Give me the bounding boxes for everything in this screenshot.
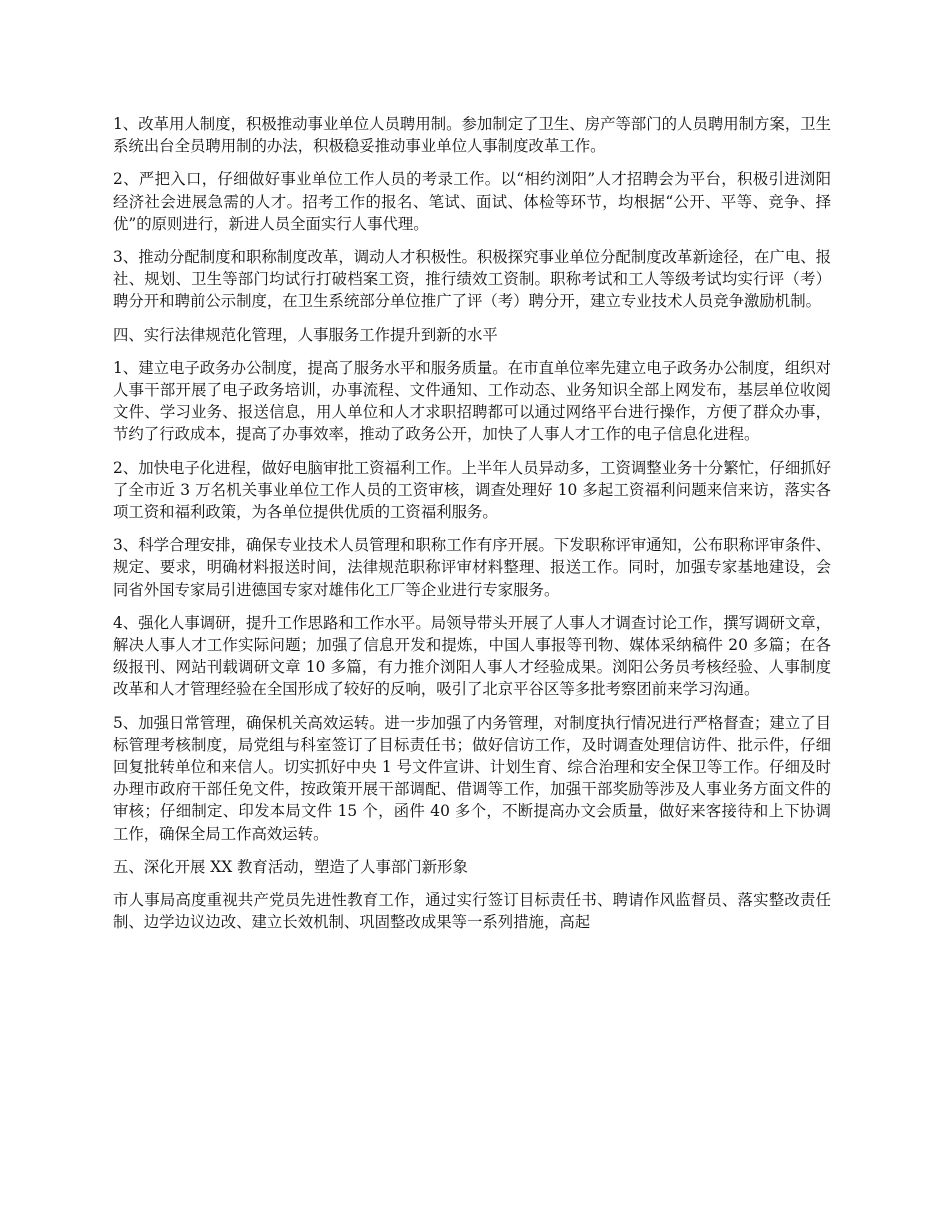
paragraph-distribution-reform: 3、推动分配制度和职称制度改革，调动人才积极性。积极探究事业单位分配制度改革新途径，在广电、报社、规划、卫生等部门均试行打破档案工资，推行绩效工资制。职称考试和工人等级考试均实行评（考）聘分开和聘前公示制度，在卫生系统部分单位推广了评（考）聘分开，建立专业技术人员竞争激励机制。 bbox=[113, 248, 831, 311]
section-heading-four: 四、实行法律规范化管理，人事服务工作提升到新的水平 bbox=[113, 325, 498, 344]
section-heading-five: 五、深化开展 XX 教育活动，塑造了人事部门新形象 bbox=[113, 857, 468, 876]
paragraph-education-activity: 市人事局高度重视共产党员先进性教育工作，通过实行签订目标责任书、聘请作风监督员、落实整改责任制、边学边议边改、建立长效机制、巩固整改成果等一系列措施，高起 bbox=[113, 891, 831, 932]
paragraph-daily-management: 5、加强日常管理，确保机关高效运转。进一步加强了内务管理，对制度执行情况进行严格督查；建立了目标管理考核制度，局党组与科室签订了目标责任书；做好信访工作，及时调查处理信访件、批示件，仔细回复批转单位和来信人。切实抓好中央 1 号文件宣讲、计划生育、综合治理和安全保卫等工作。仔细及时办理市政府干部任免文件，按政策开展干部调配、借调等工作，加强干部奖励等涉及人事业务方面文件的审核；仔细制定、印发本局文件 15 个，函件 40 多个，不断提高办文会质量，做好来客接待和上下协调工作，确保全局工作高效运转。 bbox=[113, 713, 831, 843]
paragraph-reform-employment: 1、改革用人制度，积极推动事业单位人员聘用制。参加制定了卫生、房产等部门的人员聘用制方案，卫生系统出台全员聘用制的办法，积极稳妥推动事业单位人事制度改革工作。 bbox=[113, 115, 831, 156]
paragraph-professional-management: 3、科学合理安排，确保专业技术人员管理和职称工作有序开展。下发职称评审通知，公布职称评审条件、规定、要求，明确材料报送时间，法律规范职称评审材料整理、报送工作。同时，加强专家基地建设，会同省外国专家局引进德国专家对雄伟化工厂等企业进行专家服务。 bbox=[113, 536, 831, 599]
paragraph-electronic-process: 2、加快电子化进程，做好电脑审批工资福利工作。上半年人员异动多，工资调整业务十分繁忙，仔细抓好了全市近 3 万名机关事业单位工作人员的工资审核，调查处理好 10 多起工资福利问题来信来访，落实各项工资和福利政策，为各单位提供优质的工资福利服务。 bbox=[113, 458, 831, 522]
paragraph-strict-entry: 2、严把入口，仔细做好事业单位工作人员的考录工作。以“相约浏阳”人才招聘会为平台，积极引进浏阳经济社会进展急需的人才。招考工作的报名、笔试、面试、体检等环节，均根据“公开、平等、竞争、择优”的原则进行，新进人员全面实行人事代理。 bbox=[113, 170, 831, 233]
paragraph-e-government: 1、建立电子政务办公制度，提高了服务水平和服务质量。在市直单位率先建立电子政务办公制度，组织对人事干部开展了电子政务培训，办事流程、文件通知、工作动态、业务知识全部上网发布，基层单位收阅文件、学习业务、报送信息，用人单位和人才求职招聘都可以通过网络平台进行操作，方便了群众办事，节约了行政成本，提高了办事效率，推动了政务公开，加快了人事人才工作的电子信息化进程。 bbox=[113, 358, 831, 444]
paragraph-research: 4、强化人事调研，提升工作思路和工作水平。局领导带头开展了人事人才调查讨论工作，撰写调研文章，解决人事人才工作实际问题；加强了信息开发和提炼，中国人事报等刊物、媒体采纳稿件 20 多篇；在各级报刊、网站刊载调研文章 10 多篇，有力推介浏阳人事人才经验成果。浏阳公务员考核经验、人事制度改革和人才管理经验在全国形成了较好的反响，吸引了北京平谷区等多批考察团前来学习沟通。 bbox=[113, 613, 831, 699]
document-page bbox=[113, 113, 831, 945]
